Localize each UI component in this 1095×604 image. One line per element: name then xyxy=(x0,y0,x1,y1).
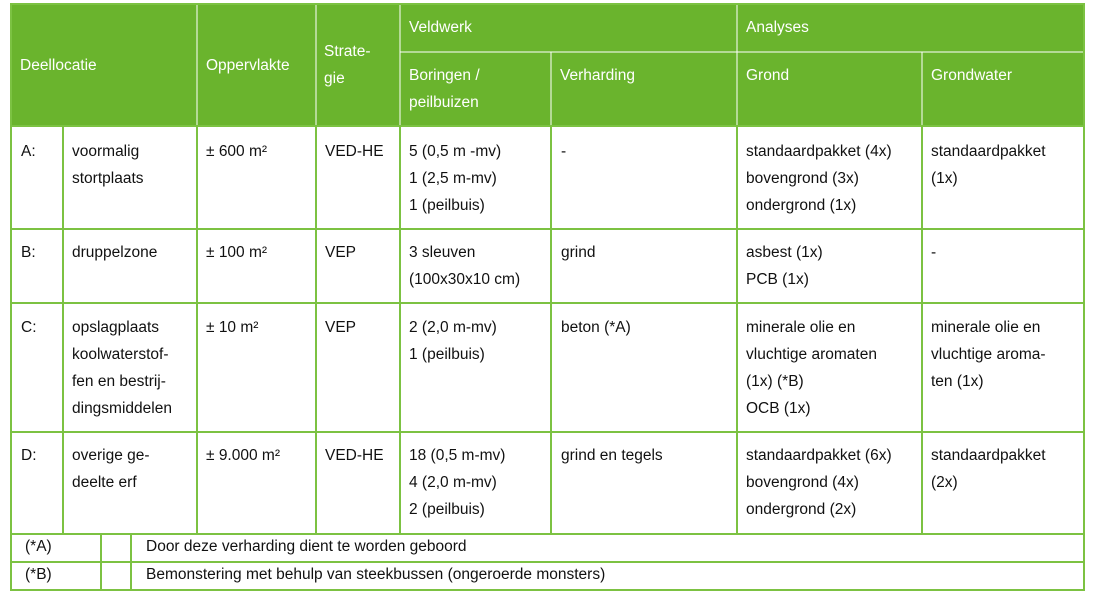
header-grond: Grond xyxy=(746,67,790,84)
footnote-b-text: Bemonstering met behulp van steekbussen (ongeroerde monsters) xyxy=(146,566,606,583)
row-c-borings: 2 (2,0 m-mv) 1 (peilbuis) xyxy=(409,319,497,363)
header-analyses: Analyses xyxy=(746,19,809,36)
row-d-strategy: VED-HE xyxy=(325,447,384,464)
row-b-name: druppelzone xyxy=(72,244,158,261)
header-deellocatie: Deellocatie xyxy=(20,57,97,74)
row-c-code: C: xyxy=(21,319,37,336)
row-a-area: ± 600 m² xyxy=(206,143,268,160)
row-b-borings: 3 sleuven (100x30x10 cm) xyxy=(409,244,521,288)
row-a-groundwater: standaardpakket (1x) xyxy=(931,143,1046,187)
row-a-strategy: VED-HE xyxy=(325,143,384,160)
row-b-area: ± 100 m² xyxy=(206,244,268,261)
row-d-paving: grind en tegels xyxy=(561,447,663,464)
footnote-a-mark: (*A) xyxy=(25,538,52,555)
header-verharding: Verharding xyxy=(560,67,635,84)
header-boringen: Boringen / peilbuizen xyxy=(409,67,480,111)
row-a-name: voormalig stortplaats xyxy=(72,143,144,187)
row-c-paving: beton (*A) xyxy=(561,319,631,336)
row-d-code: D: xyxy=(21,447,37,464)
header-fill-top xyxy=(11,4,1084,52)
row-a-paving: - xyxy=(561,143,567,160)
row-a-borings: 5 (0,5 m -mv) 1 (2,5 m-mv) 1 (peilbuis) xyxy=(409,143,502,214)
row-a-code: A: xyxy=(21,143,36,160)
footnote-b-mark: (*B) xyxy=(25,566,52,583)
row-d-area: ± 9.000 m² xyxy=(206,447,280,464)
header-grondwater: Grondwater xyxy=(931,67,1012,84)
row-d-groundwater: standaardpakket (2x) xyxy=(931,447,1046,491)
header-fill-bottom xyxy=(11,52,1084,126)
row-d-soil: standaardpakket (6x) bovengrond (4x) ondergrond (2x) xyxy=(746,447,892,518)
row-c-groundwater: minerale olie en vluchtige aroma- ten (1x) xyxy=(931,319,1046,390)
row-c-area: ± 10 m² xyxy=(206,319,259,336)
row-b-groundwater: - xyxy=(931,244,937,261)
header-veldwerk: Veldwerk xyxy=(409,19,472,36)
row-b-strategy: VEP xyxy=(325,244,357,261)
header-oppervlakte: Oppervlakte xyxy=(206,57,290,74)
footnote-a-text: Door deze verharding dient te worden geboord xyxy=(146,538,467,555)
row-c-name: opslagplaats koolwaterstof- fen en bestrij- dingsmiddelen xyxy=(72,319,172,417)
row-d-name: overige ge- deelte erf xyxy=(72,447,150,491)
row-c-soil: minerale olie en vluchtige aromaten (1x) (*B) OCB (1x) xyxy=(746,319,877,417)
row-b-paving: grind xyxy=(561,244,596,261)
row-b-code: B: xyxy=(21,244,36,261)
header-strategie: Strate- gie xyxy=(324,43,371,87)
row-d-borings: 18 (0,5 m-mv) 4 (2,0 m-mv) 2 (peilbuis) xyxy=(409,447,506,518)
row-b-soil: asbest (1x) PCB (1x) xyxy=(746,244,823,288)
row-c-strategy: VEP xyxy=(325,319,357,336)
row-a-soil: standaardpakket (4x) bovengrond (3x) ondergrond (1x) xyxy=(746,143,892,214)
